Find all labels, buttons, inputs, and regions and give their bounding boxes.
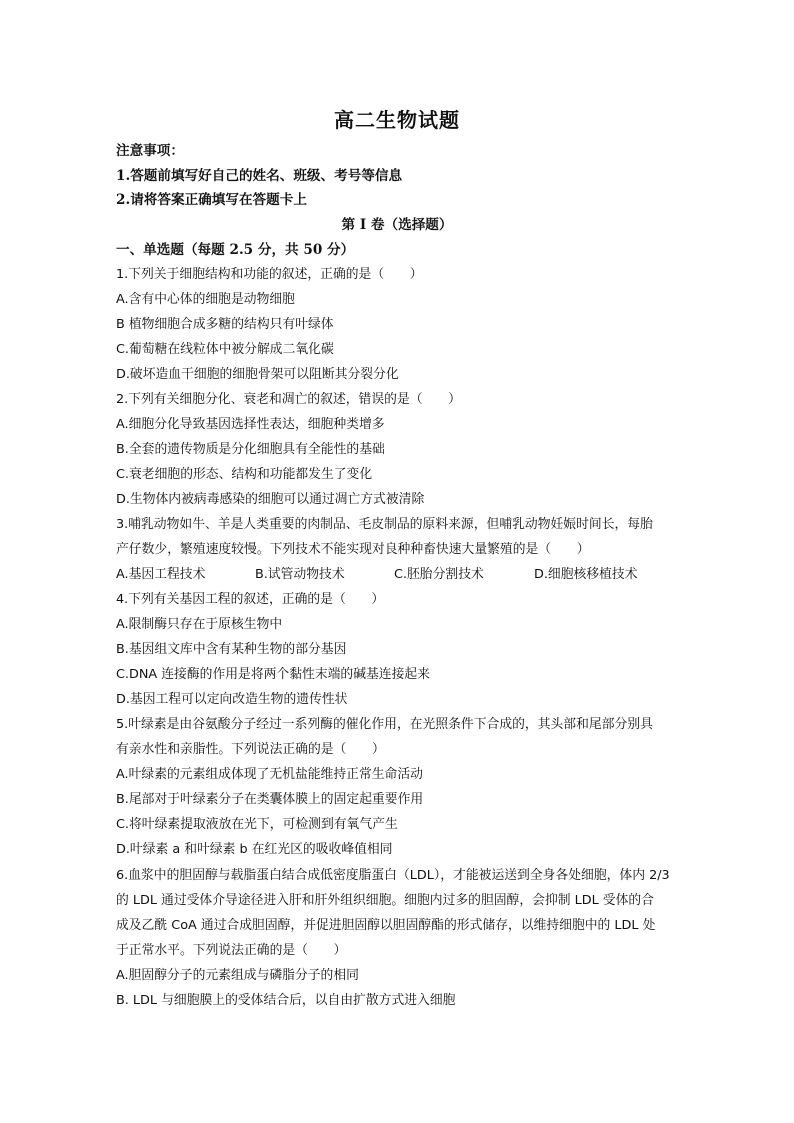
question-1-stem: 1.下列关于细胞结构和功能的叙述，正确的是（ ） bbox=[116, 267, 423, 282]
question-1-option-c: C.葡萄糖在线粒体中被分解成二氧化碳 bbox=[116, 342, 334, 357]
question-2-option-c: C.衰老细胞的形态、结构和功能都发生了变化 bbox=[116, 467, 373, 482]
question-3-option-a: A.基因工程技术 bbox=[116, 567, 206, 582]
question-3-option-c: C.胚胎分割技术 bbox=[394, 567, 484, 582]
question-6-option-a: A.胆固醇分子的元素组成与磷脂分子的相同 bbox=[116, 968, 359, 983]
question-2-option-b: B.全套的遗传物质是分化细胞具有全能性的基础 bbox=[116, 442, 385, 457]
question-2-option-a: A.细胞分化导致基因选择性表达，细胞种类增多 bbox=[116, 417, 385, 432]
question-3-options bbox=[116, 565, 676, 585]
part-title: 第 I 卷（选择题） bbox=[341, 217, 453, 233]
notes-heading: 注意事项： bbox=[116, 143, 184, 159]
question-1-option-b: B 植物细胞合成多糖的结构只有叶绿体 bbox=[116, 317, 334, 332]
question-4-option-c: C.DNA 连接酶的作用是将两个黏性末端的碱基连接起来 bbox=[116, 667, 430, 682]
question-3-option-d: D.细胞核移植技术 bbox=[534, 567, 638, 582]
question-3-option-b: B.试管动物技术 bbox=[255, 567, 345, 582]
question-5-option-b: B.尾部对于叶绿素分子在类囊体膜上的固定起重要作用 bbox=[116, 792, 424, 807]
question-3-stem-line-1: 3.哺乳动物如牛、羊是人类重要的肉制品、毛皮制品的原料来源，但哺乳动物妊娠时间长，每胎 bbox=[116, 517, 653, 532]
question-5-option-c: C.将叶绿素提取液放在光下，可检测到有氧气产生 bbox=[116, 817, 398, 832]
question-6-stem-line-4: 于正常水平。下列说法正确的是（ ） bbox=[116, 943, 347, 958]
question-3-stem-line-2: 产仔数少，繁殖速度较慢。下列技术不能实现对良种种畜快速大量繁殖的是（ ） bbox=[116, 542, 590, 557]
page-title: 高二生物试题 bbox=[334, 108, 460, 132]
note-1: 1.答题前填写好自己的姓名、班级、考号等信息 bbox=[116, 168, 403, 184]
question-4-option-d: D.基因工程可以定向改造生物的遗传性状 bbox=[116, 692, 348, 707]
note-2: 2.请将答案正确填写在答题卡上 bbox=[116, 192, 307, 208]
question-4-stem: 4.下列有关基因工程的叙述，正确的是（ ） bbox=[116, 592, 385, 607]
question-5-option-a: A.叶绿素的元素组成体现了无机盐能维持正常生命活动 bbox=[116, 767, 423, 782]
question-2-option-d: D.生物体内被病毒感染的细胞可以通过凋亡方式被清除 bbox=[116, 492, 425, 507]
question-5-option-d: D.叶绿素 a 和叶绿素 b 在红光区的吸收峰值相同 bbox=[116, 842, 393, 857]
question-1-option-d: D.破坏造血干细胞的细胞骨架可以阻断其分裂分化 bbox=[116, 367, 399, 382]
section-title: 一、单选题（每题 2.5 分，共 50 分） bbox=[116, 242, 355, 258]
question-5-stem-line-1: 5.叶绿素是由谷氨酸分子经过一系列酶的催化作用，在光照条件下合成的，其头部和尾部分别具 bbox=[116, 717, 653, 732]
question-4-option-a: A.限制酶只存在于原核生物中 bbox=[116, 617, 283, 632]
question-2-stem: 2.下列有关细胞分化、衰老和凋亡的叙述，错误的是（ ） bbox=[116, 392, 461, 407]
question-4-option-b: B.基因组文库中含有某种生物的部分基因 bbox=[116, 642, 347, 657]
question-6-stem-line-1: 6.血浆中的胆固醇与载脂蛋白结合成低密度脂蛋白（LDL），才能被运送到全身各处细胞，体内 2/3 bbox=[116, 868, 670, 883]
question-6-option-b: B. LDL 与细胞膜上的受体结合后，以自由扩散方式进入细胞 bbox=[116, 993, 456, 1008]
question-5-stem-line-2: 有亲水性和亲脂性。下列说法正确的是（ ） bbox=[116, 742, 385, 757]
question-1-option-a: A.含有中心体的细胞是动物细胞 bbox=[116, 292, 295, 307]
question-6-stem-line-3: 成及乙酰 CoA 通过合成胆固醇，并促进胆固醇以胆固醇酯的形式储存，以维持细胞中的 LDL 处 bbox=[116, 918, 656, 933]
question-6-stem-line-2: 的 LDL 通过受体介导途径进入肝和肝外组织细胞。细胞内过多的胆固醇，会抑制 LDL 受体的合 bbox=[116, 893, 654, 908]
